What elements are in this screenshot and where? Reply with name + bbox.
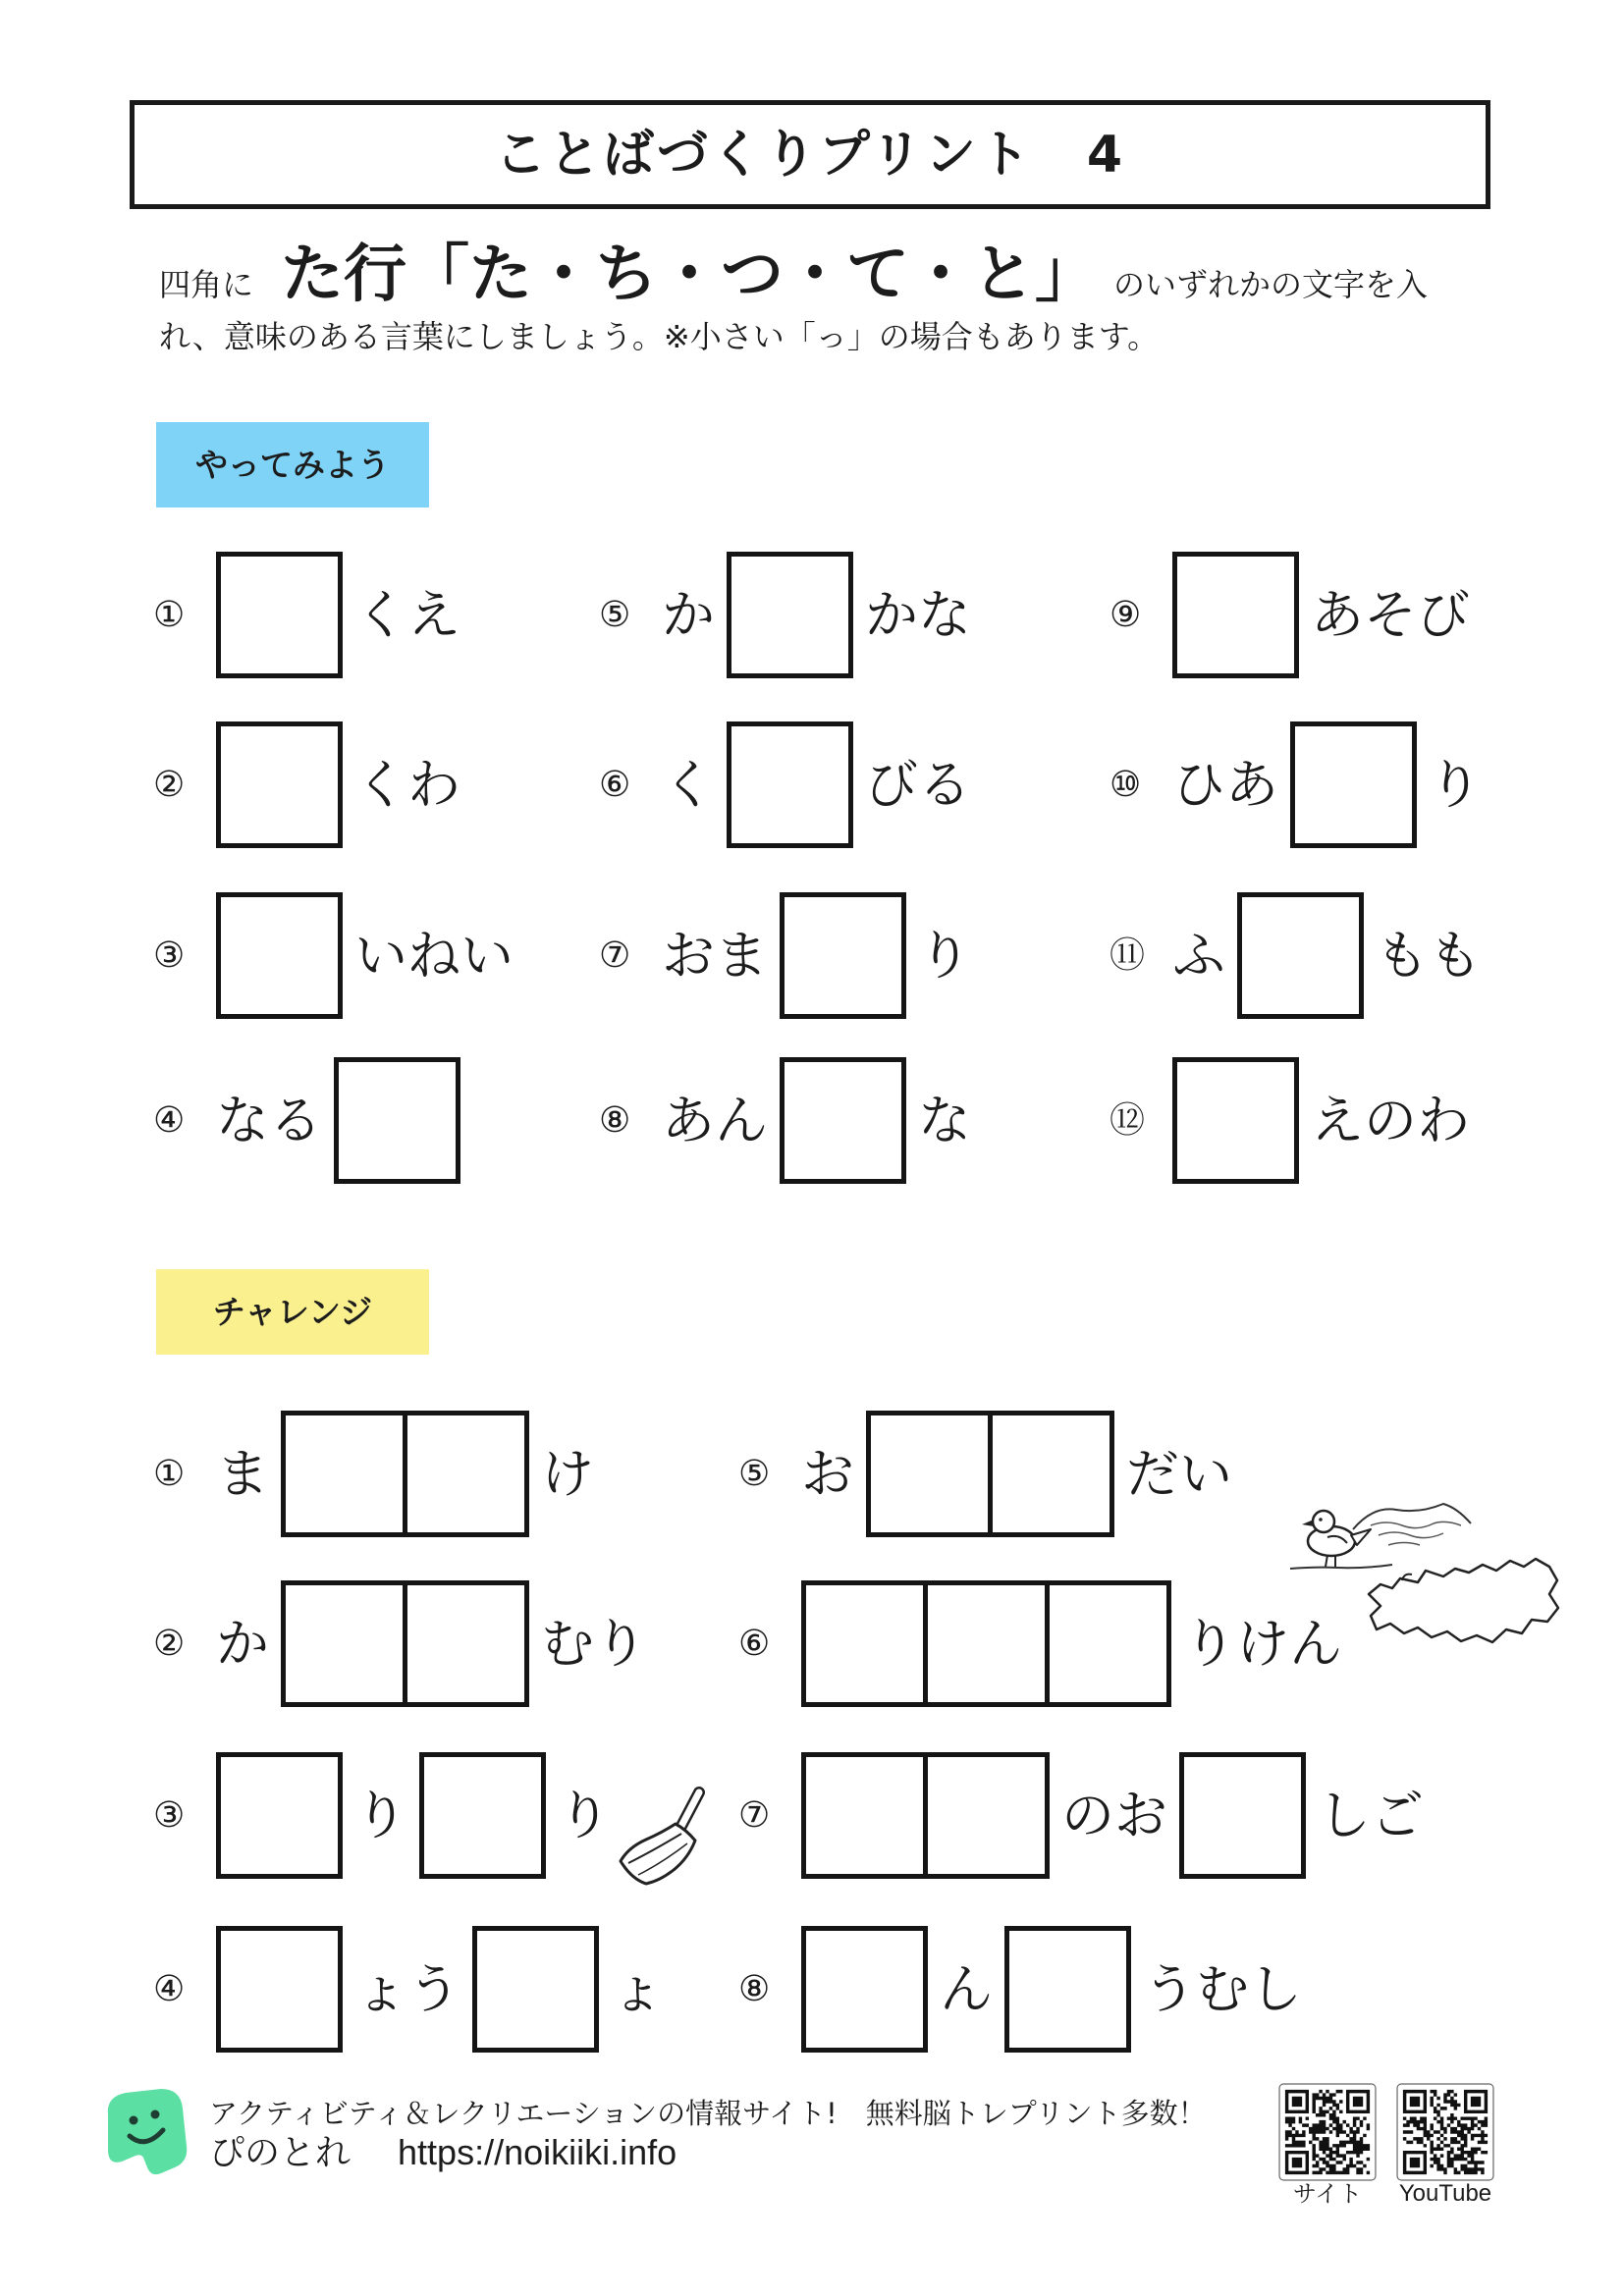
youtube-qr-label: YouTube	[1398, 2180, 1492, 2207]
question-number: ⑫	[1110, 1099, 1146, 1141]
question-number: ⑦	[738, 1794, 771, 1836]
bird-body	[1308, 1526, 1355, 1556]
site-qr-code	[1278, 2083, 1377, 2181]
answer-box-group	[1237, 892, 1364, 1019]
answer-box	[801, 1580, 928, 1707]
answer-box	[1290, 721, 1417, 848]
answer-box	[472, 1926, 599, 2053]
given-kana: のお	[1061, 1784, 1167, 1846]
given-kana: いねい	[354, 924, 514, 987]
given-kana: り	[1429, 753, 1482, 816]
instruction-line-2: れ、意味のある言葉にしましょう。※小さい「っ」の場合もあります。	[159, 318, 1160, 355]
given-kana: く	[662, 753, 715, 816]
given-kana: びる	[865, 753, 971, 816]
practice-question	[153, 552, 472, 678]
given-kana: け	[541, 1442, 594, 1505]
answer-box	[216, 721, 343, 848]
answer-box	[281, 1580, 407, 1707]
brand-name: ぴのとれ	[209, 2133, 352, 2173]
question-number: ④	[153, 1968, 186, 2009]
page-title: ことばづくりプリント 4	[494, 125, 1126, 185]
question-number: ⑤	[599, 594, 631, 635]
bird-beak	[1302, 1520, 1314, 1526]
question-number: ⑨	[1110, 594, 1142, 635]
answer-box-group	[281, 1580, 529, 1707]
given-kana: ふ	[1172, 924, 1225, 987]
challenge-question	[738, 1926, 1314, 2053]
footer-tagline: アクティビティ＆レクリエーションの情報サイト! 無料脳トレプリント多数！	[209, 2097, 1207, 2130]
logo-eye	[151, 2110, 160, 2119]
answer-box	[334, 1057, 460, 1184]
challenge-question	[738, 1580, 1354, 1707]
dustpan-scoop	[621, 1824, 695, 1884]
practice-question	[599, 721, 983, 848]
logo-shape	[108, 2089, 187, 2174]
given-kana: お	[801, 1442, 854, 1505]
question-number: ⑦	[599, 934, 631, 976]
given-kana: ょう	[354, 1957, 460, 2020]
question-number: ④	[153, 1099, 186, 1141]
question-number: ⑥	[599, 764, 631, 805]
answer-box	[923, 1752, 1050, 1879]
answer-box-group	[216, 721, 343, 848]
given-kana: なる	[216, 1089, 322, 1151]
challenge-question	[153, 1752, 623, 1879]
answer-box	[403, 1411, 529, 1537]
given-kana: り	[558, 1784, 611, 1846]
site-url: https://noikiiki.info	[398, 2132, 677, 2172]
answer-box-group	[1179, 1752, 1306, 1879]
challenge-question	[738, 1752, 1435, 1879]
question-number: ⑧	[738, 1968, 771, 2009]
given-kana: もも	[1376, 924, 1482, 987]
logo-eye	[130, 2116, 138, 2125]
practice-question	[153, 892, 525, 1019]
answer-box-group	[801, 1752, 1050, 1879]
answer-box-group	[1172, 552, 1299, 678]
answer-box	[1172, 552, 1299, 678]
given-kana: えのわ	[1311, 1089, 1470, 1151]
answer-box-group	[780, 1057, 906, 1184]
challenge-section-label: チャレンジ	[156, 1269, 429, 1355]
answer-box-group	[419, 1752, 546, 1879]
question-number: ①	[153, 1453, 186, 1494]
challenge-question	[738, 1411, 1244, 1537]
answer-box	[1172, 1057, 1299, 1184]
prefecture-map-icon	[1363, 1551, 1565, 1651]
footer-brand-line	[209, 2133, 677, 2173]
bird-eye	[1319, 1518, 1323, 1522]
given-kana: か	[662, 583, 715, 646]
answer-box-group	[1172, 1057, 1299, 1184]
answer-box	[216, 1752, 343, 1879]
answer-box	[801, 1926, 928, 2053]
given-kana: くわ	[354, 753, 460, 816]
instruction-prefix: 四角に	[159, 266, 254, 303]
answer-box	[216, 1926, 343, 2053]
answer-box-group	[727, 721, 853, 848]
given-kana: むり	[541, 1612, 647, 1675]
given-kana: くえ	[354, 583, 460, 646]
challenge-question	[153, 1580, 659, 1707]
youtube-qr-code	[1396, 2083, 1494, 2181]
answer-box-group	[1290, 721, 1417, 848]
answer-box	[780, 1057, 906, 1184]
answer-box-group	[281, 1411, 529, 1537]
answer-box	[988, 1411, 1114, 1537]
practice-question	[1110, 1057, 1482, 1184]
given-kana: しご	[1318, 1784, 1424, 1846]
practice-question	[599, 892, 983, 1019]
map-outline	[1369, 1559, 1558, 1642]
answer-box	[1004, 1926, 1131, 2053]
answer-box	[923, 1580, 1050, 1707]
given-kana: あそび	[1311, 583, 1470, 646]
given-kana: だい	[1126, 1442, 1232, 1505]
answer-box	[1045, 1580, 1171, 1707]
given-kana: ま	[216, 1442, 269, 1505]
given-kana: うむし	[1143, 1957, 1302, 2020]
practice-question	[1110, 552, 1482, 678]
answer-box	[727, 721, 853, 848]
answer-box	[727, 552, 853, 678]
given-kana: あん	[662, 1089, 768, 1151]
instruction-suffix: のいずれかの文字を入	[1113, 266, 1429, 303]
answer-box	[866, 1411, 993, 1537]
answer-box-group	[727, 552, 853, 678]
answer-box-group	[334, 1057, 460, 1184]
pinotore-logo-icon	[98, 2085, 192, 2179]
question-number: ②	[153, 764, 186, 805]
answer-box-group	[216, 1926, 343, 2053]
answer-box	[281, 1411, 407, 1537]
answer-box-group	[472, 1926, 599, 2053]
question-number: ⑩	[1110, 764, 1142, 805]
bird-head	[1313, 1511, 1334, 1532]
answer-box-group	[216, 552, 343, 678]
question-number: ⑧	[599, 1099, 631, 1141]
hill-wave	[1388, 1543, 1420, 1546]
hill-outline	[1353, 1504, 1471, 1529]
question-number: ②	[153, 1623, 186, 1664]
answer-box	[216, 552, 343, 678]
hill-wave	[1379, 1532, 1443, 1538]
answer-box-group	[801, 1580, 1171, 1707]
instruction-line-1	[159, 240, 1428, 309]
answer-box-group	[780, 892, 906, 1019]
answer-box	[1179, 1752, 1306, 1879]
answer-box-group	[216, 1752, 343, 1879]
practice-section-label: やってみよう	[156, 422, 429, 507]
question-number: ⑪	[1110, 934, 1146, 976]
answer-box-group	[866, 1411, 1114, 1537]
challenge-question	[153, 1926, 676, 2053]
given-kana: り	[354, 1784, 407, 1846]
answer-box-group	[216, 892, 343, 1019]
question-number: ③	[153, 934, 186, 976]
instruction-highlight: た行「た・ち・つ・て・と」	[281, 239, 1099, 311]
practice-question	[153, 721, 472, 848]
given-kana: りけん	[1183, 1612, 1342, 1675]
practice-question	[1110, 721, 1493, 848]
answer-box-group	[1004, 1926, 1131, 2053]
challenge-question	[153, 1411, 606, 1537]
answer-box	[801, 1752, 928, 1879]
given-kana: ん	[940, 1957, 993, 2020]
answer-box	[419, 1752, 546, 1879]
title-box	[130, 100, 1490, 209]
practice-question	[153, 1057, 472, 1184]
given-kana: おま	[662, 924, 768, 987]
dustpan-handle	[679, 1792, 699, 1830]
given-kana: ひあ	[1172, 753, 1278, 816]
given-kana: か	[216, 1612, 269, 1675]
practice-question	[599, 1057, 983, 1184]
given-kana: な	[918, 1089, 971, 1151]
site-qr-label: サイト	[1292, 2180, 1363, 2208]
answer-box	[1237, 892, 1364, 1019]
answer-box-group	[801, 1926, 928, 2053]
given-kana: かな	[865, 583, 971, 646]
practice-question	[1110, 892, 1493, 1019]
answer-box	[403, 1580, 529, 1707]
given-kana: ょ	[611, 1957, 664, 2020]
hill-wave	[1371, 1522, 1461, 1527]
question-number: ③	[153, 1794, 186, 1836]
given-kana: り	[918, 924, 971, 987]
question-number: ⑥	[738, 1623, 771, 1664]
answer-box	[216, 892, 343, 1019]
question-number: ⑤	[738, 1453, 771, 1494]
dustpan-icon	[617, 1785, 715, 1887]
answer-box	[780, 892, 906, 1019]
question-number: ①	[153, 594, 186, 635]
practice-question	[599, 552, 983, 678]
